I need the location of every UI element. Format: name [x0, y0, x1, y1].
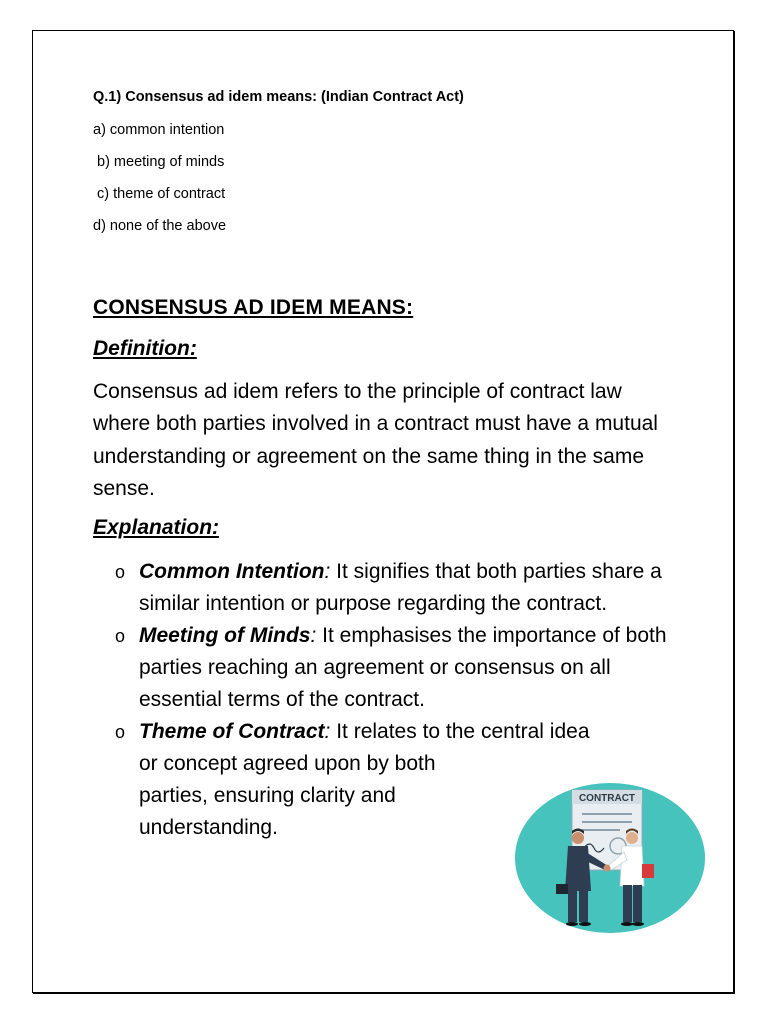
bullet-term: Meeting of Minds	[139, 624, 311, 647]
bullet-text: It signifies that both parties share a similar intention or purpose regarding the contract.	[139, 560, 662, 615]
bullet-line: or concept agreed upon by both	[139, 752, 436, 775]
contract-label: CONTRACT	[578, 793, 636, 804]
bullet-marker: o	[115, 562, 126, 582]
bullet-term: Theme of Contract	[139, 720, 325, 743]
option-a: a) common intention	[93, 122, 225, 138]
option-d: d) none of the above	[93, 218, 227, 234]
option-c: c) theme of contract	[97, 186, 226, 202]
bullet-colon: :	[324, 560, 331, 583]
bullet-line: parties, ensuring clarity and	[139, 784, 396, 807]
handshake-contract-illustration	[500, 780, 710, 940]
bullet-text: It emphasises the importance of both parties reaching an agreement or consensus on all essential terms of the contract.	[139, 624, 667, 711]
bullet-marker: o	[115, 722, 126, 742]
bullet-colon: :	[324, 720, 331, 743]
option-b: b) meeting of minds	[97, 154, 225, 170]
bullet-text: It relates to the central idea	[330, 720, 590, 743]
definition-text: Consensus ad idem refers to the principle of contract law where both parties involved in a contract must have a mutual understanding or agreement on the same thing in the same sense.	[93, 380, 658, 500]
bullet-colon: :	[310, 624, 317, 647]
question-title: Q.1) Consensus ad idem means: (Indian Contract Act)	[93, 89, 464, 105]
bullet-term: Common Intention	[139, 560, 325, 583]
bullet-line: understanding.	[139, 816, 278, 839]
list-item	[115, 620, 685, 716]
bullet-marker: o	[115, 626, 126, 646]
list-item	[115, 556, 685, 620]
definition-heading: Definition:	[93, 337, 197, 360]
bullet-line	[139, 716, 685, 748]
explanation-heading: Explanation:	[93, 516, 220, 539]
section-heading: CONSENSUS AD IDEM MEANS:	[93, 296, 414, 319]
